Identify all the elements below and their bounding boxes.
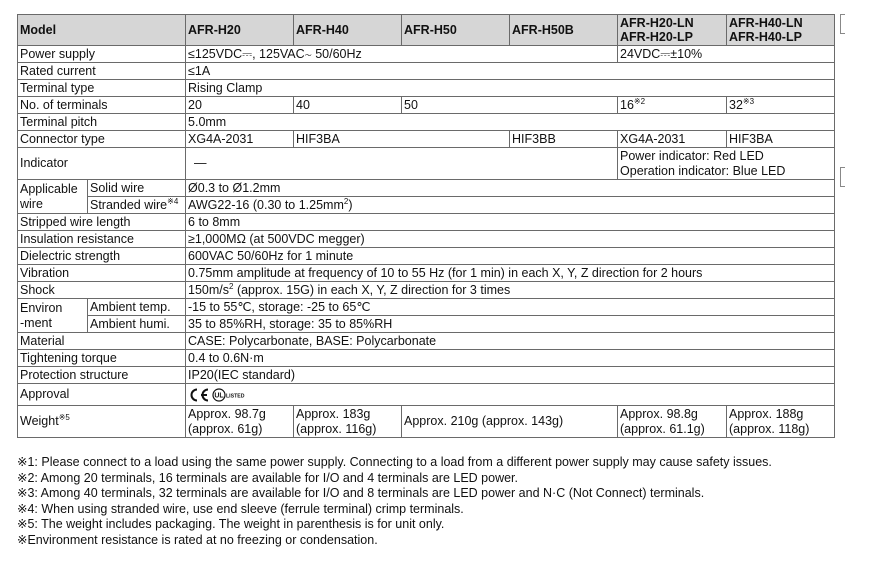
- wire-stranded-row: [18, 197, 835, 214]
- model-header: Model: [18, 15, 186, 46]
- cell-value: ≤125VDC⎓, 125VAC∼ 50/60Hz: [186, 46, 618, 63]
- cell-value: [727, 97, 835, 114]
- footnote-ref: ※3: [742, 96, 755, 106]
- label-line: Environ: [20, 300, 63, 315]
- cell-value: HIF3BA: [727, 131, 835, 148]
- cell-value: [186, 384, 835, 406]
- cell-value: 6 to 8mm: [186, 214, 835, 231]
- stripped-row: [18, 214, 835, 231]
- cell-value: [618, 406, 727, 438]
- protection-row: [18, 367, 835, 384]
- value-text: 32: [729, 97, 743, 112]
- row-label: Rated current: [18, 63, 186, 80]
- cell-value: 35 to 85%RH, storage: 35 to 85%RH: [186, 316, 835, 333]
- value-text: (approx. 15G) in each X, Y, Z direction for 3 times: [233, 282, 511, 297]
- cell-value: 600VAC 50/60Hz for 1 minute: [186, 248, 835, 265]
- cell-value: 0.4 to 0.6N·m: [186, 350, 835, 367]
- page-edge-mark: [840, 14, 845, 34]
- col-header-afr-h40-ln: AFR-H40-LN AFR-H40-LP: [727, 15, 835, 46]
- cell-value: XG4A-2031: [186, 131, 294, 148]
- row-label: Connector type: [18, 131, 186, 148]
- cell-value: -15 to 55℃, storage: -25 to 65℃: [186, 299, 835, 316]
- cell-value: Approx. 210g (approx. 143g): [402, 406, 618, 438]
- label-line: wire: [20, 196, 43, 211]
- vibration-row: [18, 265, 835, 282]
- row-label: [18, 299, 88, 333]
- footnotes: [17, 455, 772, 549]
- footnote-ref: ※2: [633, 96, 646, 106]
- cell-value: Ø0.3 to Ø1.2mm: [186, 180, 835, 197]
- superscript: 2: [343, 196, 349, 206]
- rated-current-row: [18, 63, 835, 80]
- footnote-1: ※1: Please connect to a load using the same power supply. Connecting to a load from a different power supply may cause safety issues.: [17, 455, 772, 469]
- svg-text:UL: UL: [214, 392, 224, 400]
- weight-value: Approx. 183g: [296, 406, 371, 421]
- cell-value: 24VDC⎓±10%: [618, 46, 835, 63]
- power-indicator-text: Power indicator: Red LED: [620, 148, 764, 163]
- dielectric-row: [18, 248, 835, 265]
- row-label: Shock: [18, 282, 186, 299]
- cell-value: [186, 406, 294, 438]
- operation-indicator-text: Operation indicator: Blue LED: [620, 163, 786, 178]
- footnote-environment: ※Environment resistance is rated at no freezing or condensation.: [17, 532, 378, 547]
- row-label: Protection structure: [18, 367, 186, 384]
- approval-row: [18, 384, 835, 406]
- col-header-afr-h50: AFR-H50: [402, 15, 510, 46]
- row-label: Power supply: [18, 46, 186, 63]
- sub-label: [88, 197, 186, 214]
- terminal-pitch-row: [18, 114, 835, 131]
- cell-value: 20: [186, 97, 294, 114]
- cell-value: 5.0mm: [186, 114, 835, 131]
- row-label: [18, 180, 88, 214]
- value-text: ): [348, 197, 353, 212]
- row-label: Dielectric strength: [18, 248, 186, 265]
- cell-value: XG4A-2031: [618, 131, 727, 148]
- row-label: Indicator: [18, 148, 186, 180]
- cell-value: [727, 406, 835, 438]
- label-line: Applicable: [20, 181, 78, 196]
- material-row: [18, 333, 835, 350]
- page-edge-mark: [840, 167, 845, 187]
- col-header-afr-h40: AFR-H40: [294, 15, 402, 46]
- cell-value: 0.75mm amplitude at frequency of 10 to 55 Hz (for 1 min) in each X, Y, Z direction for 2 hours: [186, 265, 835, 282]
- row-label: Stripped wire length: [18, 214, 186, 231]
- ul-listed-mark-icon: [212, 388, 250, 402]
- cell-value: ≤1A: [186, 63, 835, 80]
- ambient-temp-row: [18, 299, 835, 316]
- specifications-table: [17, 14, 835, 438]
- svg-text:LISTED: LISTED: [226, 393, 245, 400]
- cell-value: CASE: Polycarbonate, BASE: Polycarbonate: [186, 333, 835, 350]
- row-label: Terminal pitch: [18, 114, 186, 131]
- value-text: 150m/s: [188, 282, 230, 297]
- row-label: Vibration: [18, 265, 186, 282]
- row-label: [18, 406, 186, 438]
- connector-row: [18, 131, 835, 148]
- weight-unit-value: (approx. 118g): [729, 421, 810, 436]
- terminals-row: [18, 97, 835, 114]
- cell-value: [294, 406, 402, 438]
- torque-row: [18, 350, 835, 367]
- cell-value: [186, 197, 835, 214]
- power-supply-row: [18, 46, 835, 63]
- row-label: Tightening torque: [18, 350, 186, 367]
- cell-value: Rising Clamp: [186, 80, 835, 97]
- cell-value: [186, 282, 835, 299]
- ce-mark-icon: [188, 388, 210, 402]
- cell-value: 50: [402, 97, 618, 114]
- cell-value: HIF3BA: [294, 131, 510, 148]
- insulation-row: [18, 231, 835, 248]
- superscript: 2: [229, 281, 234, 291]
- row-label: Material: [18, 333, 186, 350]
- footnote-4: ※4: When using stranded wire, use end sleeve (ferrule terminal) crimp terminals.: [17, 501, 464, 516]
- header-row: [18, 15, 835, 46]
- sub-label: Solid wire: [88, 180, 186, 197]
- label-text: Stranded wire: [90, 197, 168, 212]
- col-header-afr-h50b: AFR-H50B: [510, 15, 618, 46]
- weight-value: Approx. 188g: [729, 406, 804, 421]
- terminal-type-row: [18, 80, 835, 97]
- row-label: Approval: [18, 384, 186, 406]
- cell-value: ≥1,000MΩ (at 500VDC megger): [186, 231, 835, 248]
- footnote-2: ※2: Among 20 terminals, 16 terminals are available for I/O and 4 terminals are LED power.: [17, 470, 518, 485]
- approval-marks: [188, 388, 250, 402]
- row-label: Insulation resistance: [18, 231, 186, 248]
- cell-value: HIF3BB: [510, 131, 618, 148]
- label-line: -ment: [20, 315, 52, 330]
- value-text: 16: [620, 97, 634, 112]
- cell-value: —: [186, 148, 618, 180]
- weight-value: Approx. 98.8g: [620, 406, 698, 421]
- wire-solid-row: [18, 180, 835, 197]
- weight-unit-value: (approx. 116g): [296, 421, 377, 436]
- row-label: No. of terminals: [18, 97, 186, 114]
- row-label: Terminal type: [18, 80, 186, 97]
- col-header-afr-h20-ln: AFR-H20-LN AFR-H20-LP: [618, 15, 727, 46]
- indicator-row: [18, 148, 835, 180]
- ambient-humi-row: [18, 316, 835, 333]
- cell-value: [618, 148, 835, 180]
- sub-label: Ambient humi.: [88, 316, 186, 333]
- label-text: Weight: [20, 414, 59, 428]
- shock-row: [18, 282, 835, 299]
- value-text: AWG22-16 (0.30 to 1.25mm: [188, 197, 344, 212]
- sub-label: Ambient temp.: [88, 299, 186, 316]
- footnote-ref: ※5: [58, 412, 70, 422]
- cell-value: IP20(IEC standard): [186, 367, 835, 384]
- weight-unit-value: (approx. 61g): [188, 421, 263, 436]
- footnote-5: ※5: The weight includes packaging. The weight in parenthesis is for unit only.: [17, 517, 445, 532]
- weight-unit-value: (approx. 61.1g): [620, 421, 705, 436]
- footnote-ref: ※4: [167, 196, 179, 206]
- weight-value: Approx. 98.7g: [188, 406, 266, 421]
- col-header-afr-h20: AFR-H20: [186, 15, 294, 46]
- weight-row: [18, 406, 835, 438]
- cell-value: 40: [294, 97, 402, 114]
- cell-value: [618, 97, 727, 114]
- footnote-3: ※3: Among 40 terminals, 32 terminals are available for I/O and 8 terminals are LED power and N·C (Not Connect) terminals.: [17, 486, 705, 501]
